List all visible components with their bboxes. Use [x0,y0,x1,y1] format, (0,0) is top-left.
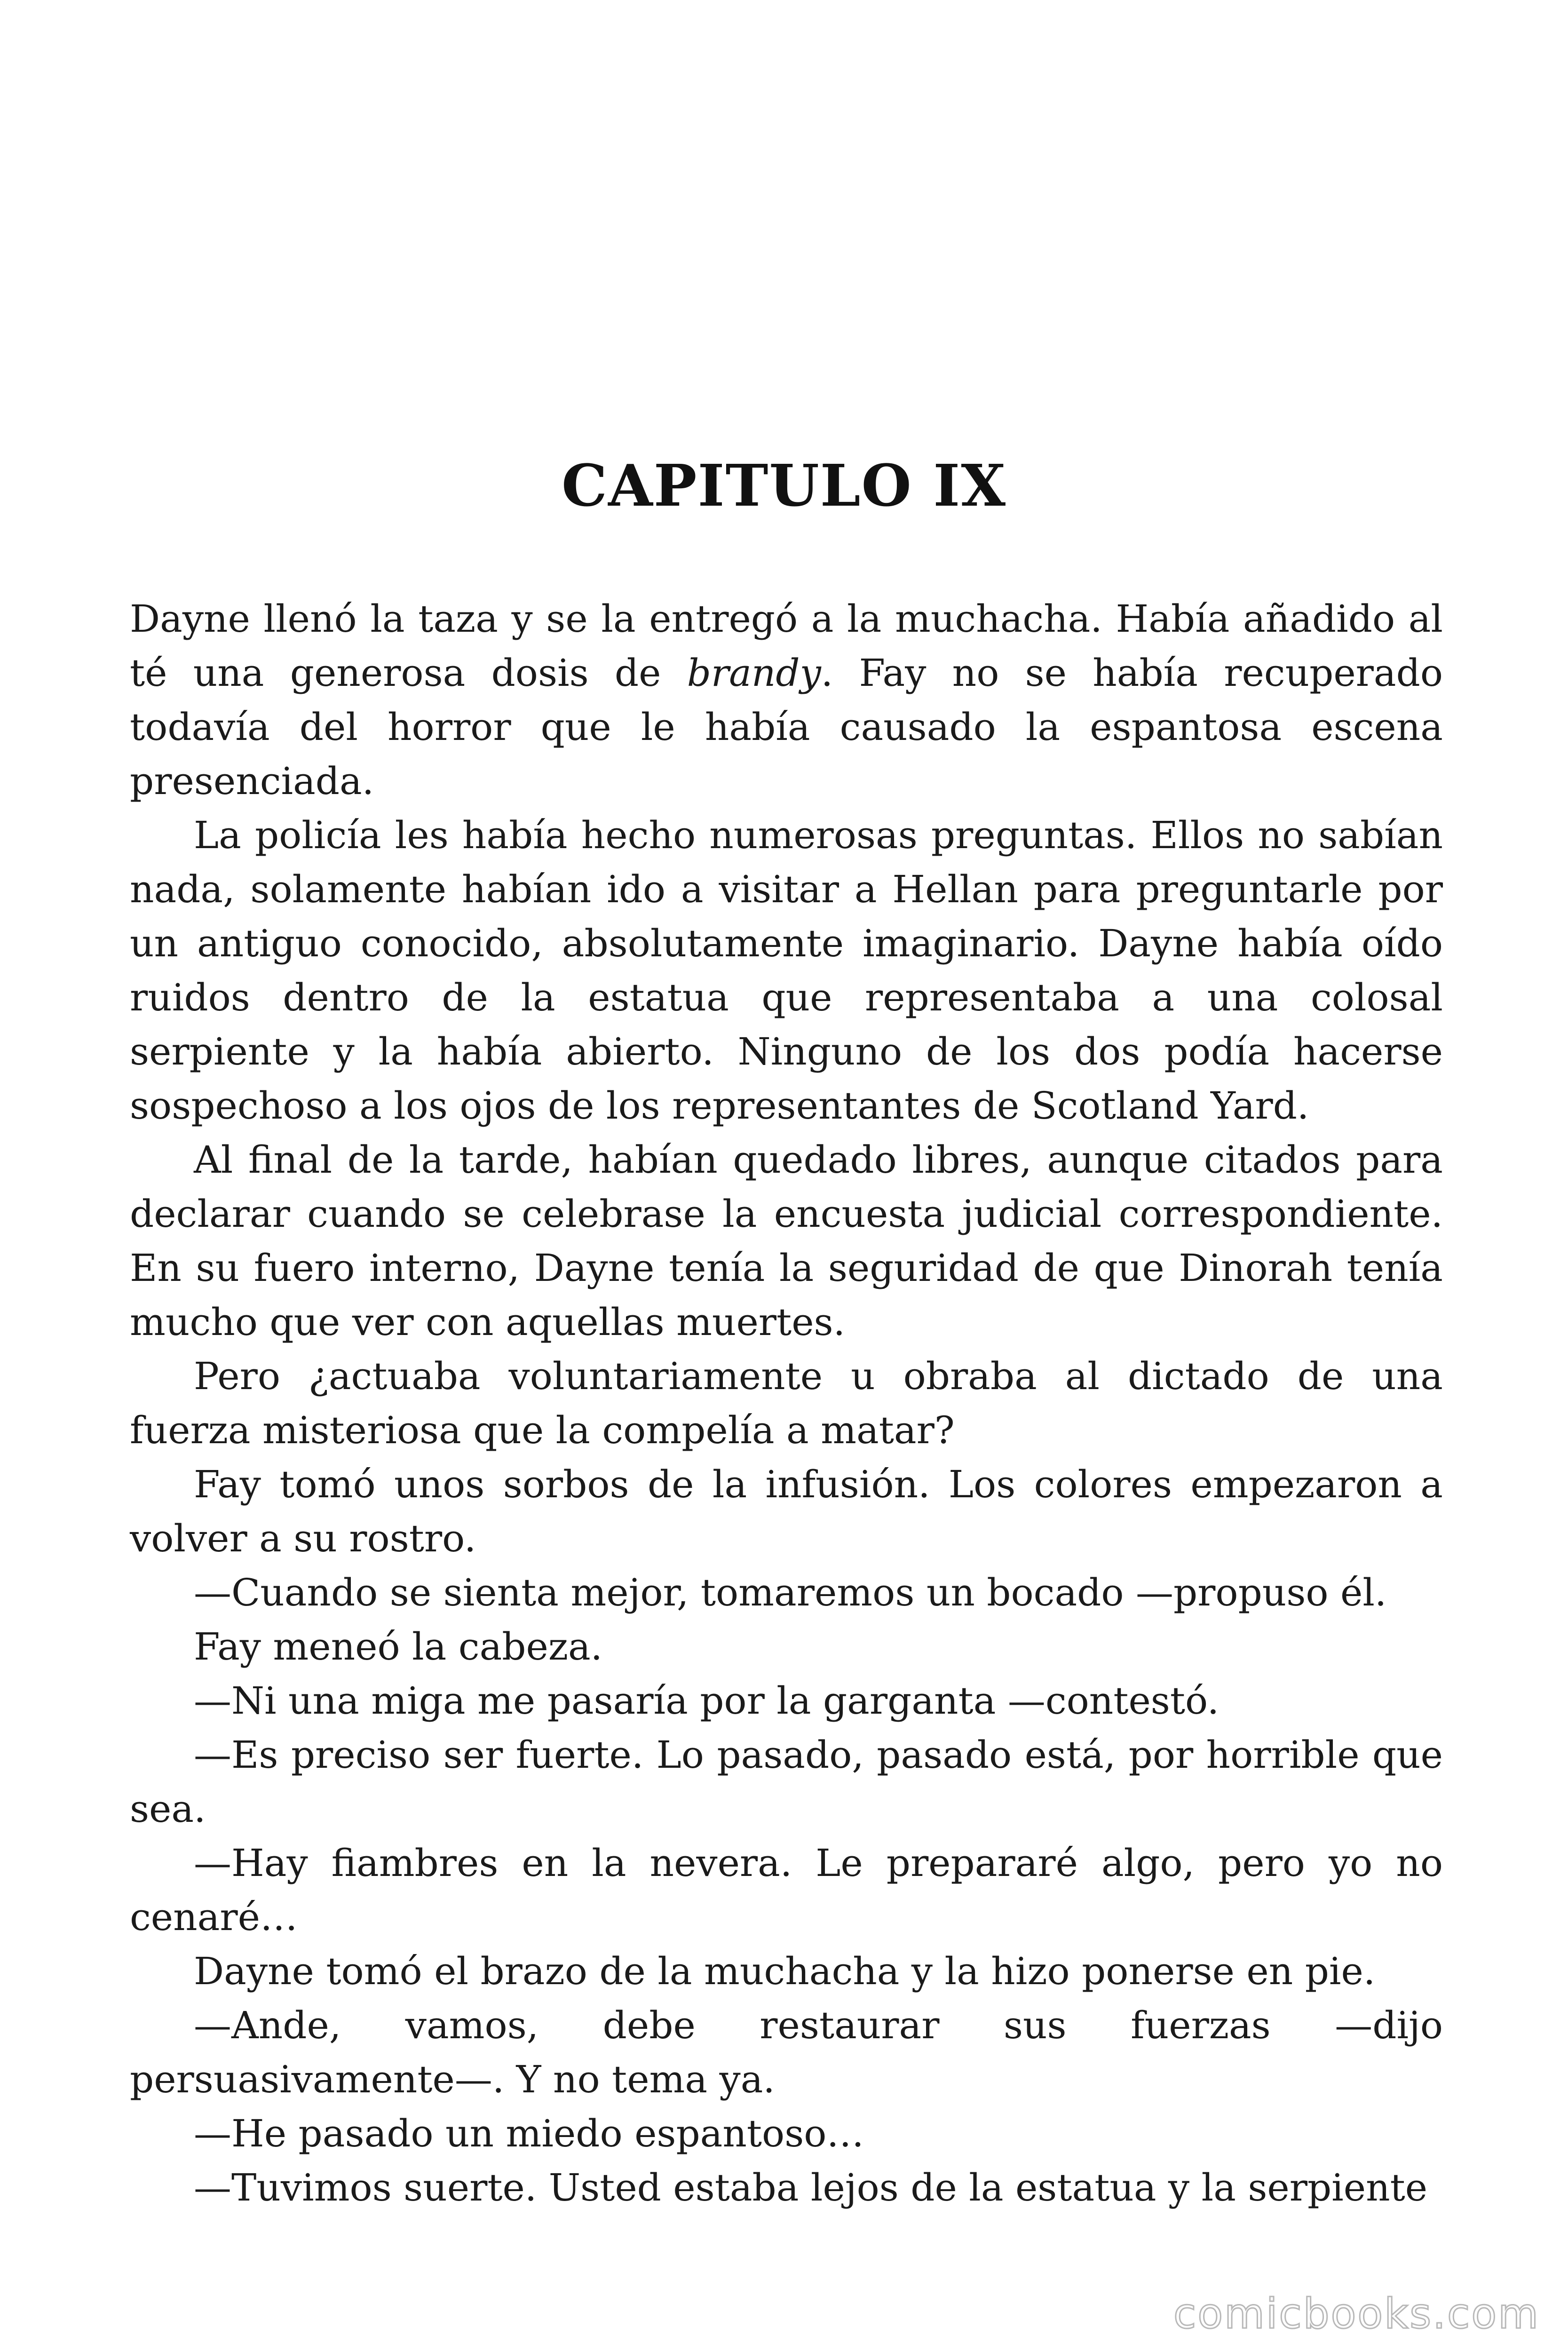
paragraph-4: Pero ¿actuaba voluntariamente u obraba al dictado de una fuerza misteriosa que la compelía a matar? [130,1354,1443,1452]
paragraph-6: —Cuando se sienta mejor, tomaremos un bocado —propuso él. [194,1571,1387,1614]
paragraph-14: —Tuvimos suerte. Usted estaba lejos de la estatua y la serpiente [194,2166,1428,2209]
paragraph-1-italic-word: brandy [687,651,821,695]
chapter-title: CAPITULO IX [562,452,1006,519]
paragraph-1 [130,592,1443,808]
chapter-body [130,592,1443,2215]
paragraph-1-text-start: Dayne llenó la taza y se la entregó a la muchacha. Había añadido al té una generosa dosis de [130,597,1443,695]
paragraph-10: —Hay fiambres en la nevera. Le prepararé algo, pero yo no cenaré… [130,1841,1443,1939]
paragraph-3: Al final de la tarde, habían quedado libres, aunque citados para declarar cuando se celebrase la encuesta judicial correspondiente. En su fuero interno, Dayne tenía la seguridad de que Dinorah tenía mucho que ver con aquellas muertes. [130,1138,1443,1344]
paragraph-5: Fay tomó unos sorbos de la infusión. Los colores empezaron a volver a su rostro. [130,1462,1443,1560]
watermark: comicbooks.com [1173,2289,1540,2338]
paragraph-11: Dayne tomó el brazo de la muchacha y la hizo ponerse en pie. [194,1949,1376,1993]
paragraph-13: —He pasado un miedo espantoso… [194,2112,864,2155]
paragraph-9: —Es preciso ser fuerte. Lo pasado, pasado está, por horrible que sea. [130,1733,1443,1831]
paragraph-12: —Ande, vamos, debe restaurar sus fuerzas —dijo persuasivamente—. Y no tema ya. [130,2003,1443,2101]
paragraph-8: —Ni una miga me pasaría por la garganta —contestó. [194,1679,1220,1723]
paragraph-1-text-end: . Fay no se había recuperado todavía del horror que le había causado la espantosa escena presenciada. [130,651,1443,803]
paragraph-2: La policía les había hecho numerosas preguntas. Ellos no sabían nada, solamente habían ido a visitar a Hellan para preguntarle por un antiguo conocido, absolutamente imaginario. Dayne había oído ruidos dentro de la estatua que representaba a una colosal serpiente y la había abierto. Ninguno de los dos podía hacerse sospechoso a los ojos de los representantes de Scotland Yard. [130,813,1443,1128]
paragraph-7: Fay meneó la cabeza. [194,1625,603,1669]
